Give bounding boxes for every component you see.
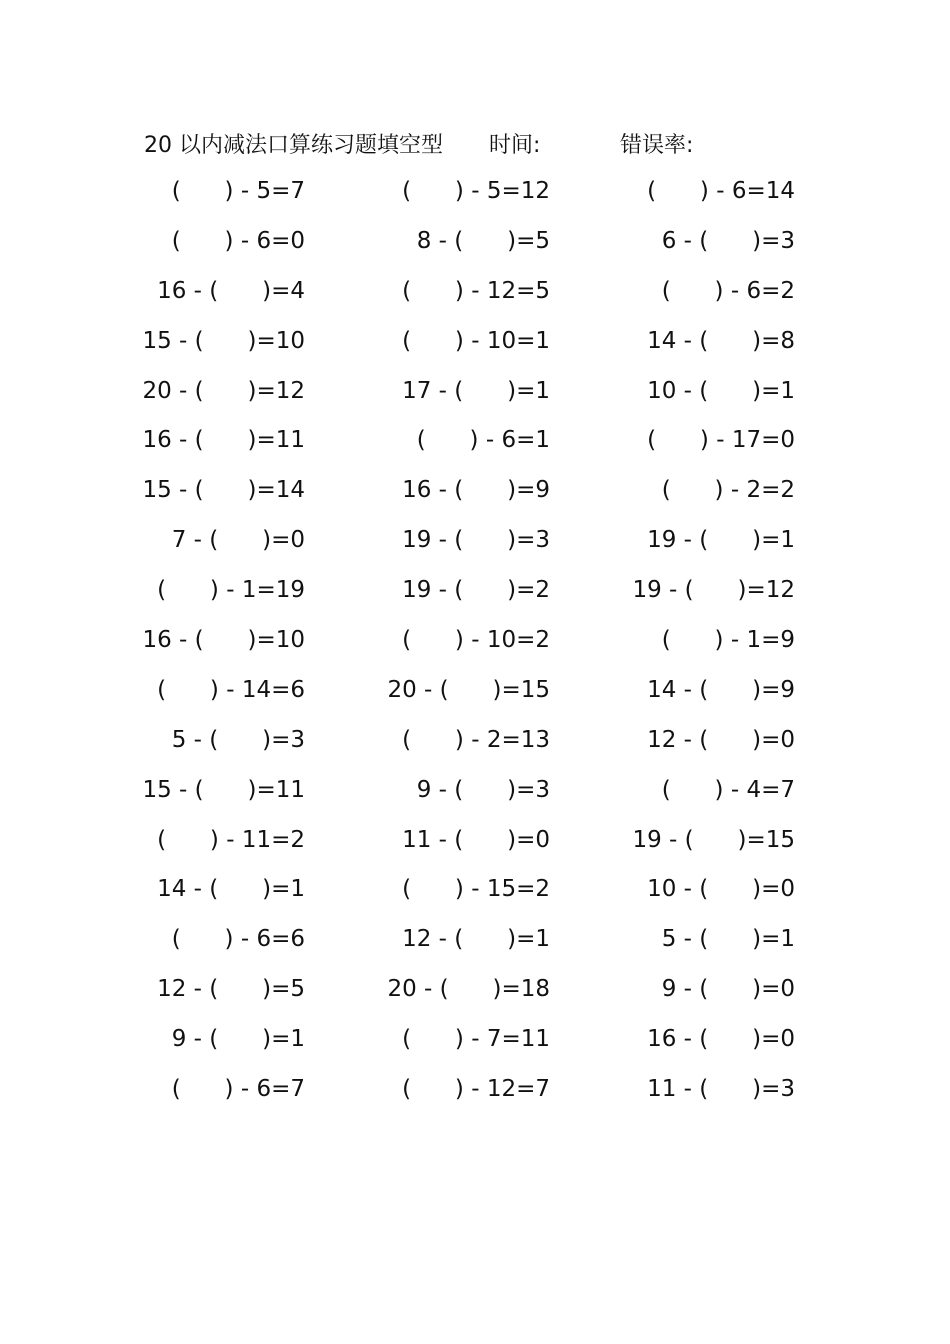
problem-item: 9 - ( )=0 [661,976,795,1003]
problem-item: ( ) - 4=7 [661,776,795,803]
problem-row [0,416,950,466]
problem-item: 19 - ( )=1 [647,527,795,554]
problem-item: 15 - ( )=10 [142,327,305,354]
problem-item: ( ) - 12=7 [402,1076,550,1103]
problem-row [0,865,950,915]
problem-row [0,616,950,666]
problem-item: 19 - ( )=12 [632,577,795,604]
problem-item: 11 - ( )=0 [402,826,550,853]
problem-item: ( ) - 10=2 [402,627,550,654]
problem-item: 19 - ( )=15 [632,826,795,853]
problem-item: ( ) - 1=19 [157,577,305,604]
problem-item: 10 - ( )=0 [647,876,795,903]
problem-item: ( ) - 2=2 [661,477,795,504]
problem-row [0,367,950,417]
problem-item: ( ) - 6=7 [171,1076,305,1103]
problem-row [0,217,950,267]
problem-item: 19 - ( )=3 [402,527,550,554]
problem-item: 16 - ( )=9 [402,477,550,504]
problem-item: ( ) - 1=9 [661,627,795,654]
problem-item: 16 - ( )=0 [647,1026,795,1053]
problem-item: ( ) - 14=6 [157,676,305,703]
problem-row [0,716,950,766]
problem-grid [0,167,950,1115]
problem-row [0,1015,950,1065]
problem-item: ( ) - 6=1 [416,427,550,454]
time-label: 时间: [489,132,541,158]
problem-row [0,1065,950,1115]
problem-item: ( ) - 5=12 [402,178,550,204]
problem-item: 11 - ( )=3 [647,1076,795,1103]
problem-row [0,766,950,816]
problem-item: ( ) - 12=5 [402,277,550,304]
problem-item: 15 - ( )=11 [142,776,305,803]
problem-row [0,816,950,866]
problem-item: 20 - ( )=15 [387,676,550,703]
problem-row [0,965,950,1015]
problem-item: 10 - ( )=1 [647,377,795,404]
problem-item: 9 - ( )=1 [171,1026,305,1053]
problem-row [0,267,950,317]
problem-item: 12 - ( )=1 [402,926,550,953]
problem-item: 8 - ( )=5 [416,227,550,254]
problem-item: ( ) - 6=2 [661,277,795,304]
problem-item: 17 - ( )=1 [402,377,550,404]
problem-item: 14 - ( )=8 [647,327,795,354]
problem-item: 7 - ( )=0 [171,527,305,554]
problem-item: 14 - ( )=9 [647,676,795,703]
problem-row [0,317,950,367]
problem-item: ( ) - 15=2 [402,876,550,903]
problem-item: 6 - ( )=3 [661,227,795,254]
problem-row [0,666,950,716]
problem-row [0,167,950,217]
problem-item: 9 - ( )=3 [416,776,550,803]
problem-item: 20 - ( )=12 [142,377,305,404]
problem-item: 16 - ( )=4 [157,277,305,304]
problem-item: 14 - ( )=1 [157,876,305,903]
problem-item: ( ) - 6=6 [171,926,305,953]
problem-item: 19 - ( )=2 [402,577,550,604]
problem-item: 5 - ( )=1 [661,926,795,953]
problem-item: 16 - ( )=10 [142,627,305,654]
worksheet-header [144,124,693,162]
problem-row [0,915,950,965]
problem-item: ( ) - 17=0 [647,427,795,454]
problem-item: ( ) - 6=14 [647,178,795,204]
problem-row [0,566,950,616]
problem-item: 12 - ( )=0 [647,726,795,753]
problem-item: 15 - ( )=14 [142,477,305,504]
problem-item: 16 - ( )=11 [142,427,305,454]
problem-item: ( ) - 7=11 [402,1026,550,1053]
problem-item: 5 - ( )=3 [171,726,305,753]
problem-item: ( ) - 6=0 [171,227,305,254]
problem-row [0,466,950,516]
problem-item: 12 - ( )=5 [157,976,305,1003]
worksheet-title: 20 以内减法口算练习题填空型 [144,132,443,158]
problem-item: ( ) - 5=7 [171,178,305,204]
problem-row [0,516,950,566]
problem-item: ( ) - 2=13 [402,726,550,753]
error-rate-label: 错误率: [620,132,694,158]
problem-item: ( ) - 10=1 [402,327,550,354]
problem-item: 20 - ( )=18 [387,976,550,1003]
problem-item: ( ) - 11=2 [157,826,305,853]
